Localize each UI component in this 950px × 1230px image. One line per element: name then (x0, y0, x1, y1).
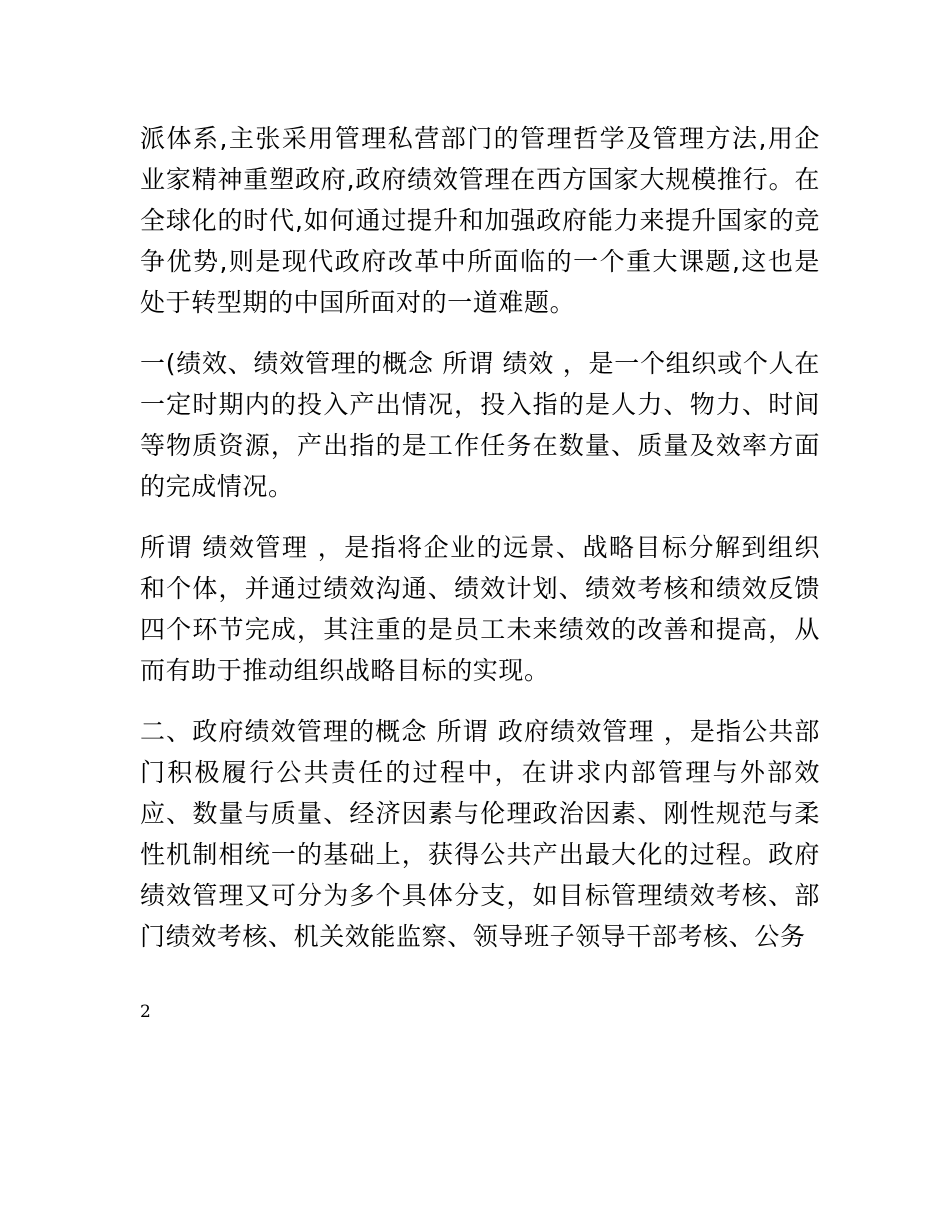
document-body (140, 118, 820, 977)
page-number: 2 (140, 1002, 151, 1022)
paragraph-4: 二、政府绩效管理的概念 所谓 政府绩效管理 ，是指公共部门积极履行公共责任的过程中，在讲求内部管理与外部效应、数量与质量、经济因素与伦理政治因素、刚性规范与柔性机制相统一的基础上，获得公共产出最大化的过程。政府绩效管理又可分为多个具体分支，如目标管理绩效考核、部门绩效考核、机关效能监察、领导班子领导干部考核、公务 (140, 717, 820, 951)
paragraph-2: 一(绩效、绩效管理的概念 所谓 绩效 ，是一个组织或个人在一定时期内的投入产出情况，投入指的是人力、物力、时间等物质资源，产出指的是工作任务在数量、质量及效率方面的完成情况。 (140, 349, 820, 501)
paragraph-3: 所谓 绩效管理 ，是指将企业的远景、战略目标分解到组织和个体，并通过绩效沟通、绩效计划、绩效考核和绩效反馈四个环节完成，其注重的是员工未来绩效的改善和提高，从而有助于推动组织战略目标的实现。 (140, 533, 820, 685)
paragraph-1: 派体系,主张采用管理私营部门的管理哲学及管理方法,用企业家精神重塑政府,政府绩效管理在西方国家大规模推行。在全球化的时代,如何通过提升和加强政府能力来提升国家的竞争优势,则是现代政府改革中所面临的一个重大课题,这也是处于转型期的中国所面对的一道难题。 (140, 124, 820, 317)
